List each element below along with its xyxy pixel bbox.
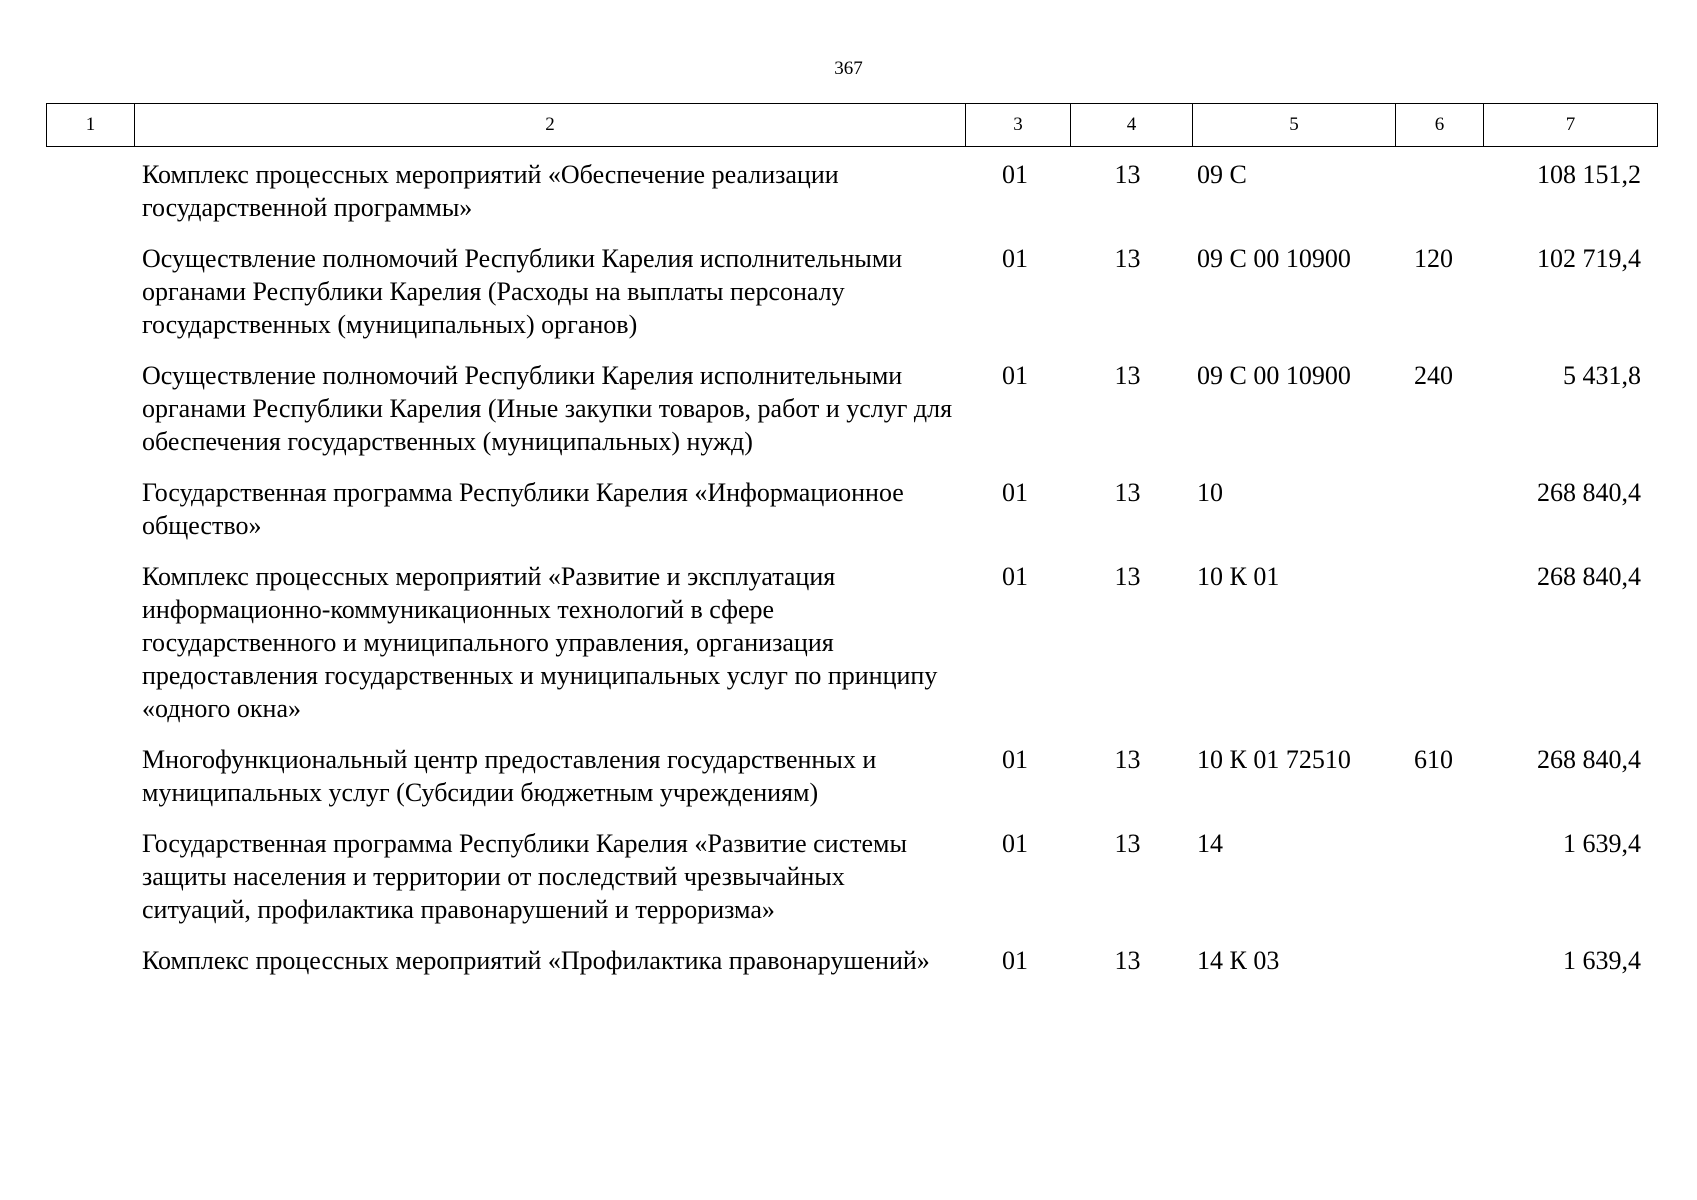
table-row: [46, 468, 1650, 552]
row-section: 01: [1002, 946, 1028, 975]
row-target-item: 14: [1197, 829, 1223, 858]
row-amount: 268 840,4: [1537, 562, 1641, 591]
row-name: Осуществление полномочий Республики Карелия исполнительными органами Республики Карелия (Иные закупки товаров, работ и услуг для обеспечения государственных (муниципальных) нужд): [142, 361, 953, 456]
row-expense-type: 240: [1414, 361, 1453, 390]
table-row: [46, 552, 1650, 735]
row-name: Комплекс процессных мероприятий «Обеспечение реализации государственной программы»: [142, 160, 839, 222]
column-number-header: [46, 103, 1658, 147]
row-expense-type: 610: [1414, 745, 1453, 774]
row-target-item: 10: [1197, 478, 1223, 507]
row-amount: 268 840,4: [1537, 478, 1641, 507]
header-col-6: 6: [1396, 104, 1484, 147]
row-section: 01: [1002, 829, 1028, 858]
header-col-4: 4: [1071, 104, 1193, 147]
empty-cell: [46, 552, 133, 735]
row-target-item: 10 К 01: [1197, 562, 1280, 591]
row-target-item: 09 С: [1197, 160, 1247, 189]
row-amount: 1 639,4: [1563, 829, 1641, 858]
row-expense-type: [1390, 819, 1477, 936]
header-col-7: 7: [1484, 104, 1658, 147]
row-section: 01: [1002, 160, 1028, 189]
row-section: 01: [1002, 478, 1028, 507]
row-target-item: 09 С 00 10900: [1197, 361, 1351, 390]
row-amount: 102 719,4: [1537, 244, 1641, 273]
row-expense-type: [1390, 150, 1477, 234]
row-amount: 108 151,2: [1537, 160, 1641, 189]
row-name: Комплекс процессных мероприятий «Развитие и эксплуатация информационно-коммуникационных технологий в сфере государственного и муниципального управления, организация предоставления государственных и муниципальных услуг по принципу «одного окна»: [142, 562, 938, 723]
row-subsection: 13: [1114, 478, 1141, 507]
row-name: Государственная программа Республики Карелия «Информационное общество»: [142, 478, 904, 540]
empty-cell: [46, 150, 133, 234]
row-amount: 1 639,4: [1563, 946, 1641, 975]
header-col-1: 1: [47, 104, 135, 147]
header-col-5: 5: [1193, 104, 1396, 147]
header-col-2: 2: [135, 104, 966, 147]
empty-cell: [46, 735, 133, 819]
row-subsection: 13: [1114, 244, 1141, 273]
page-number: 367: [834, 58, 863, 79]
budget-table: [46, 150, 1650, 987]
empty-cell: [46, 936, 133, 987]
row-section: 01: [1002, 244, 1028, 273]
row-subsection: 13: [1114, 160, 1141, 189]
row-target-item: 14 К 03: [1197, 946, 1280, 975]
row-subsection: 13: [1114, 829, 1141, 858]
row-section: 01: [1002, 745, 1028, 774]
table-row: [46, 351, 1650, 468]
table-row: [46, 735, 1650, 819]
row-expense-type: [1390, 936, 1477, 987]
header-row: [47, 104, 1658, 147]
row-target-item: 10 К 01 72510: [1197, 745, 1351, 774]
table-row: [46, 150, 1650, 234]
row-expense-type: 120: [1414, 244, 1453, 273]
row-expense-type: [1390, 552, 1477, 735]
header-col-3: 3: [966, 104, 1071, 147]
table-row: [46, 936, 1650, 987]
row-name: Государственная программа Республики Карелия «Развитие системы защиты населения и территории от последствий чрезвычайных ситуаций, профилактика правонарушений и терроризма»: [142, 829, 907, 924]
row-target-item: 09 С 00 10900: [1197, 244, 1351, 273]
empty-cell: [46, 234, 133, 351]
row-name: Многофункциональный центр предоставления государственных и муниципальных услуг (Субсидии бюджетным учреждениям): [142, 745, 877, 807]
row-subsection: 13: [1114, 562, 1141, 591]
row-subsection: 13: [1114, 946, 1141, 975]
row-name: Осуществление полномочий Республики Карелия исполнительными органами Республики Карелия (Расходы на выплаты персоналу государственных (муниципальных) органов): [142, 244, 903, 339]
row-subsection: 13: [1114, 361, 1141, 390]
row-subsection: 13: [1114, 745, 1141, 774]
empty-cell: [46, 351, 133, 468]
row-name: Комплекс процессных мероприятий «Профилактика правонарушений»: [142, 946, 930, 975]
row-section: 01: [1002, 562, 1028, 591]
table-row: [46, 234, 1650, 351]
row-expense-type: [1390, 468, 1477, 552]
empty-cell: [46, 468, 133, 552]
row-amount: 268 840,4: [1537, 745, 1641, 774]
row-amount: 5 431,8: [1563, 361, 1641, 390]
empty-cell: [46, 819, 133, 936]
row-section: 01: [1002, 361, 1028, 390]
table-row: [46, 819, 1650, 936]
